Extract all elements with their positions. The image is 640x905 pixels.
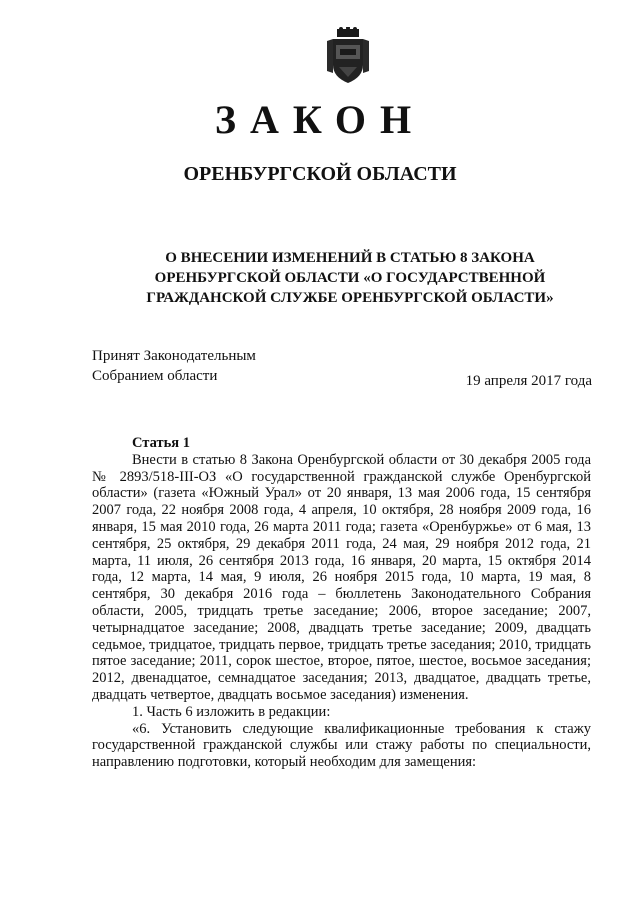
- article-point: 1. Часть 6 изложить в редакции:: [132, 703, 331, 720]
- article-intro: Внести в статью 8 Закона Оренбургской области от 30 декабря 2005 года № 2893/518-III-ОЗ «О государственной гражданской службе Оренбургской области» (газета «Южный Урал» от 20 января, 13 мая 2006 года, 15 сентября 2007 года, 22 ноября 2008 года, 4 апреля, 10 октября, 28 ноября 2009 года, 16 января, 15 мая 2010 года, 26 марта 2011 года; газета «Оренбуржье» от 6 мая, 13 сентября, 25 октября, 29 декабря 2011 года, 24 мая, 29 ноября 2012 года, 21 марта, 11 июля, 26 сентября 2013 года, 16 января, 20 марта, 15 октября 2014 года, 12 марта, 14 мая, 9 июля, 26 ноября 2015 года, 10 марта, 19 мая, 8 сентября, 30 декабря 2016 года – бюллетень Законодательного Собрания области, 2005, тридцать третье заседание; 2006, второе заседание; 2007, четырнадцатое заседание; 2008, двадцать третье заседание; 2009, двадцать седьмое, тридцатое, тридцать первое, тридцать третье заседания; 2010, тридцать пятое заседание; 2011, сорок шестое, второе, пятое, шестое, восьмое заседания; 2012, двенадцатое, семнадцатое заседания; 2013, двадцатое, двадцать третье, двадцать четвертое, двадцать восьмое заседания) изменения.: [92, 451, 591, 703]
- adoption-line: Принят Законодательным: [92, 348, 256, 364]
- document-subtitle: ОРЕНБУРГСКОЙ ОБЛАСТИ: [183, 163, 457, 185]
- adoption-date: 19 апреля 2017 года: [465, 373, 592, 389]
- adoption-info: [92, 346, 256, 386]
- law-name-line: ОРЕНБУРГСКОЙ ОБЛАСТИ «О ГОСУДАРСТВЕННОЙ: [154, 270, 546, 286]
- article-heading: Статья 1: [132, 435, 190, 451]
- law-name-line: О ВНЕСЕНИИ ИЗМЕНЕНИЙ В СТАТЬЮ 8 ЗАКОНА: [165, 250, 535, 266]
- law-name: [130, 248, 570, 308]
- coat-of-arms-icon: [323, 27, 373, 85]
- law-name-line: ГРАЖДАНСКОЙ СЛУЖБЕ ОРЕНБУРГСКОЙ ОБЛАСТИ»: [146, 290, 554, 306]
- document-title: ЗАКОН: [214, 97, 426, 142]
- adoption-line: Собранием области: [92, 368, 218, 384]
- article-quote: «6. Установить следующие квалификационные требования к стажу государственной гражданской службы или стажу работы по специальности, направлению подготовки, который необходим для замещения:: [92, 720, 591, 771]
- document-body: [92, 435, 591, 771]
